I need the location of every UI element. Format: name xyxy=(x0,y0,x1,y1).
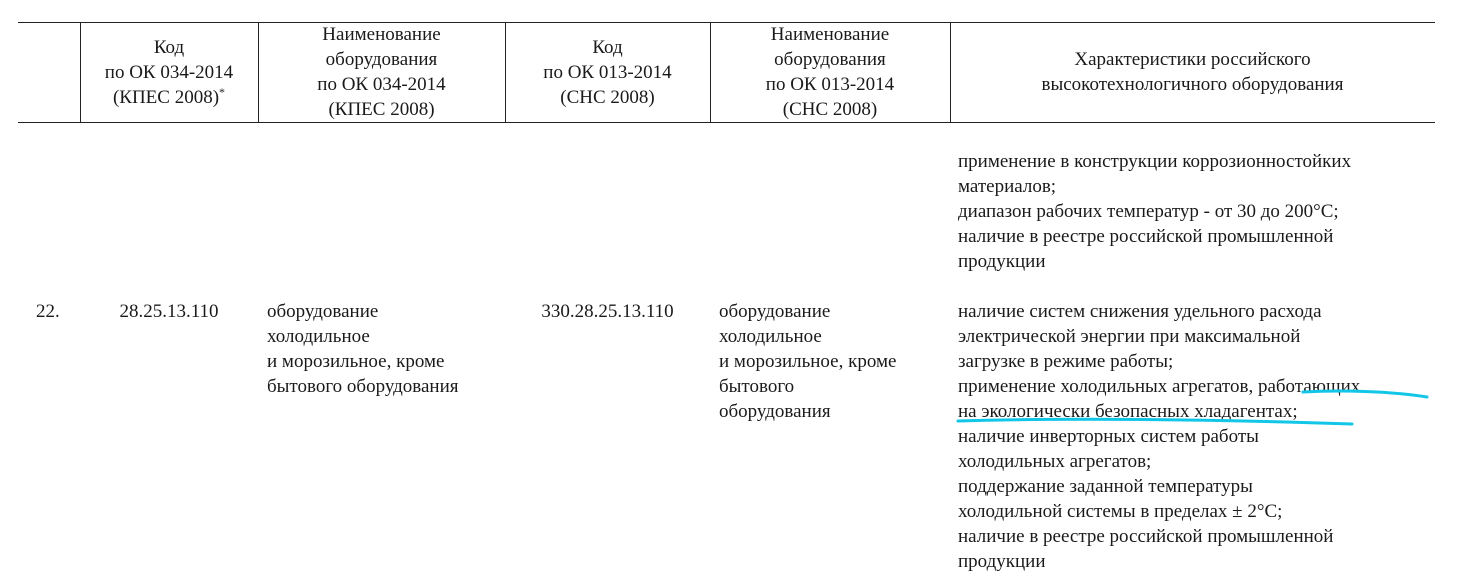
characteristic-line: применение холодильных агрегатов, работающих xyxy=(958,376,1361,397)
name-line: и морозильное, кроме xyxy=(267,351,445,372)
header-line: (СНС 2008) xyxy=(560,86,655,108)
name-line: холодильное xyxy=(719,326,822,347)
row-name-okpd xyxy=(267,299,459,399)
characteristic-line: электрической энергии при максимальной xyxy=(958,326,1301,347)
row-name-okof xyxy=(719,299,896,424)
header-line: оборудования xyxy=(325,49,438,70)
characteristic-line: наличие в реестре российской промышленной xyxy=(958,526,1334,547)
characteristic-line: на экологически безопасных хладагентах; xyxy=(958,401,1298,422)
row-code-okpd: 28.25.13.110 xyxy=(119,301,219,322)
characteristic-line: продукции xyxy=(958,551,1046,572)
characteristic-line: диапазон рабочих температур - от 30 до 200°C; xyxy=(958,201,1339,222)
header-code-okpd xyxy=(80,22,258,122)
name-line: оборудования xyxy=(719,401,831,422)
characteristic-line: материалов; xyxy=(958,176,1057,197)
row-characteristics xyxy=(958,299,1360,574)
header-bottom-border xyxy=(18,122,1435,123)
name-line: холодильное xyxy=(267,326,370,347)
name-line: бытового xyxy=(719,376,795,397)
name-line: бытового оборудования xyxy=(267,376,459,397)
header-line xyxy=(105,85,233,110)
header-line: Код xyxy=(153,36,185,58)
header-characteristics xyxy=(950,22,1435,122)
header-line: (СНС 2008) xyxy=(782,99,878,120)
header-name-okpd xyxy=(258,22,505,122)
header-line: Код xyxy=(592,36,623,58)
characteristic-line: наличие инверторных систем работы xyxy=(958,426,1259,447)
header-line: по ОК 013-2014 xyxy=(543,61,672,83)
header-line: по ОК 034-2014 xyxy=(104,61,234,83)
prev-row-characteristics xyxy=(958,149,1351,274)
header-line: Наименование xyxy=(770,24,890,45)
name-line: оборудование xyxy=(267,301,379,322)
header-line: по ОК 034-2014 xyxy=(317,74,446,95)
characteristic-line: холодильной системы в пределах ± 2°С; xyxy=(958,501,1283,522)
characteristic-line: применение в конструкции коррозионностойких xyxy=(958,151,1352,172)
row-code-okof: 330.28.25.13.110 xyxy=(541,301,674,322)
characteristic-line: наличие в реестре российской промышленной xyxy=(958,226,1334,247)
header-line: по ОК 013-2014 xyxy=(765,74,895,95)
header-name-okof xyxy=(710,22,950,122)
characteristic-line: загрузке в режиме работы; xyxy=(958,351,1174,372)
header-code-okof xyxy=(505,22,710,122)
row-number: 22. xyxy=(36,301,60,322)
header-line: высокотехнологичного оборудования xyxy=(1041,74,1344,95)
header-line: Наименование xyxy=(322,24,441,45)
header-line: оборудования xyxy=(774,49,886,70)
footnote-mark: * xyxy=(219,84,226,99)
header-line-text: (КПЕС 2008) xyxy=(112,86,220,108)
characteristic-line: наличие систем снижения удельного расхода xyxy=(958,301,1322,322)
characteristic-line: холодильных агрегатов; xyxy=(958,451,1152,472)
header-line: Характеристики российского xyxy=(1074,49,1311,70)
characteristic-line: продукции xyxy=(958,251,1046,272)
name-line: оборудование xyxy=(719,301,831,322)
header-line: (КПЕС 2008) xyxy=(328,99,435,120)
name-line: и морозильное, кроме xyxy=(719,351,897,372)
characteristic-line: поддержание заданной температуры xyxy=(958,476,1253,497)
